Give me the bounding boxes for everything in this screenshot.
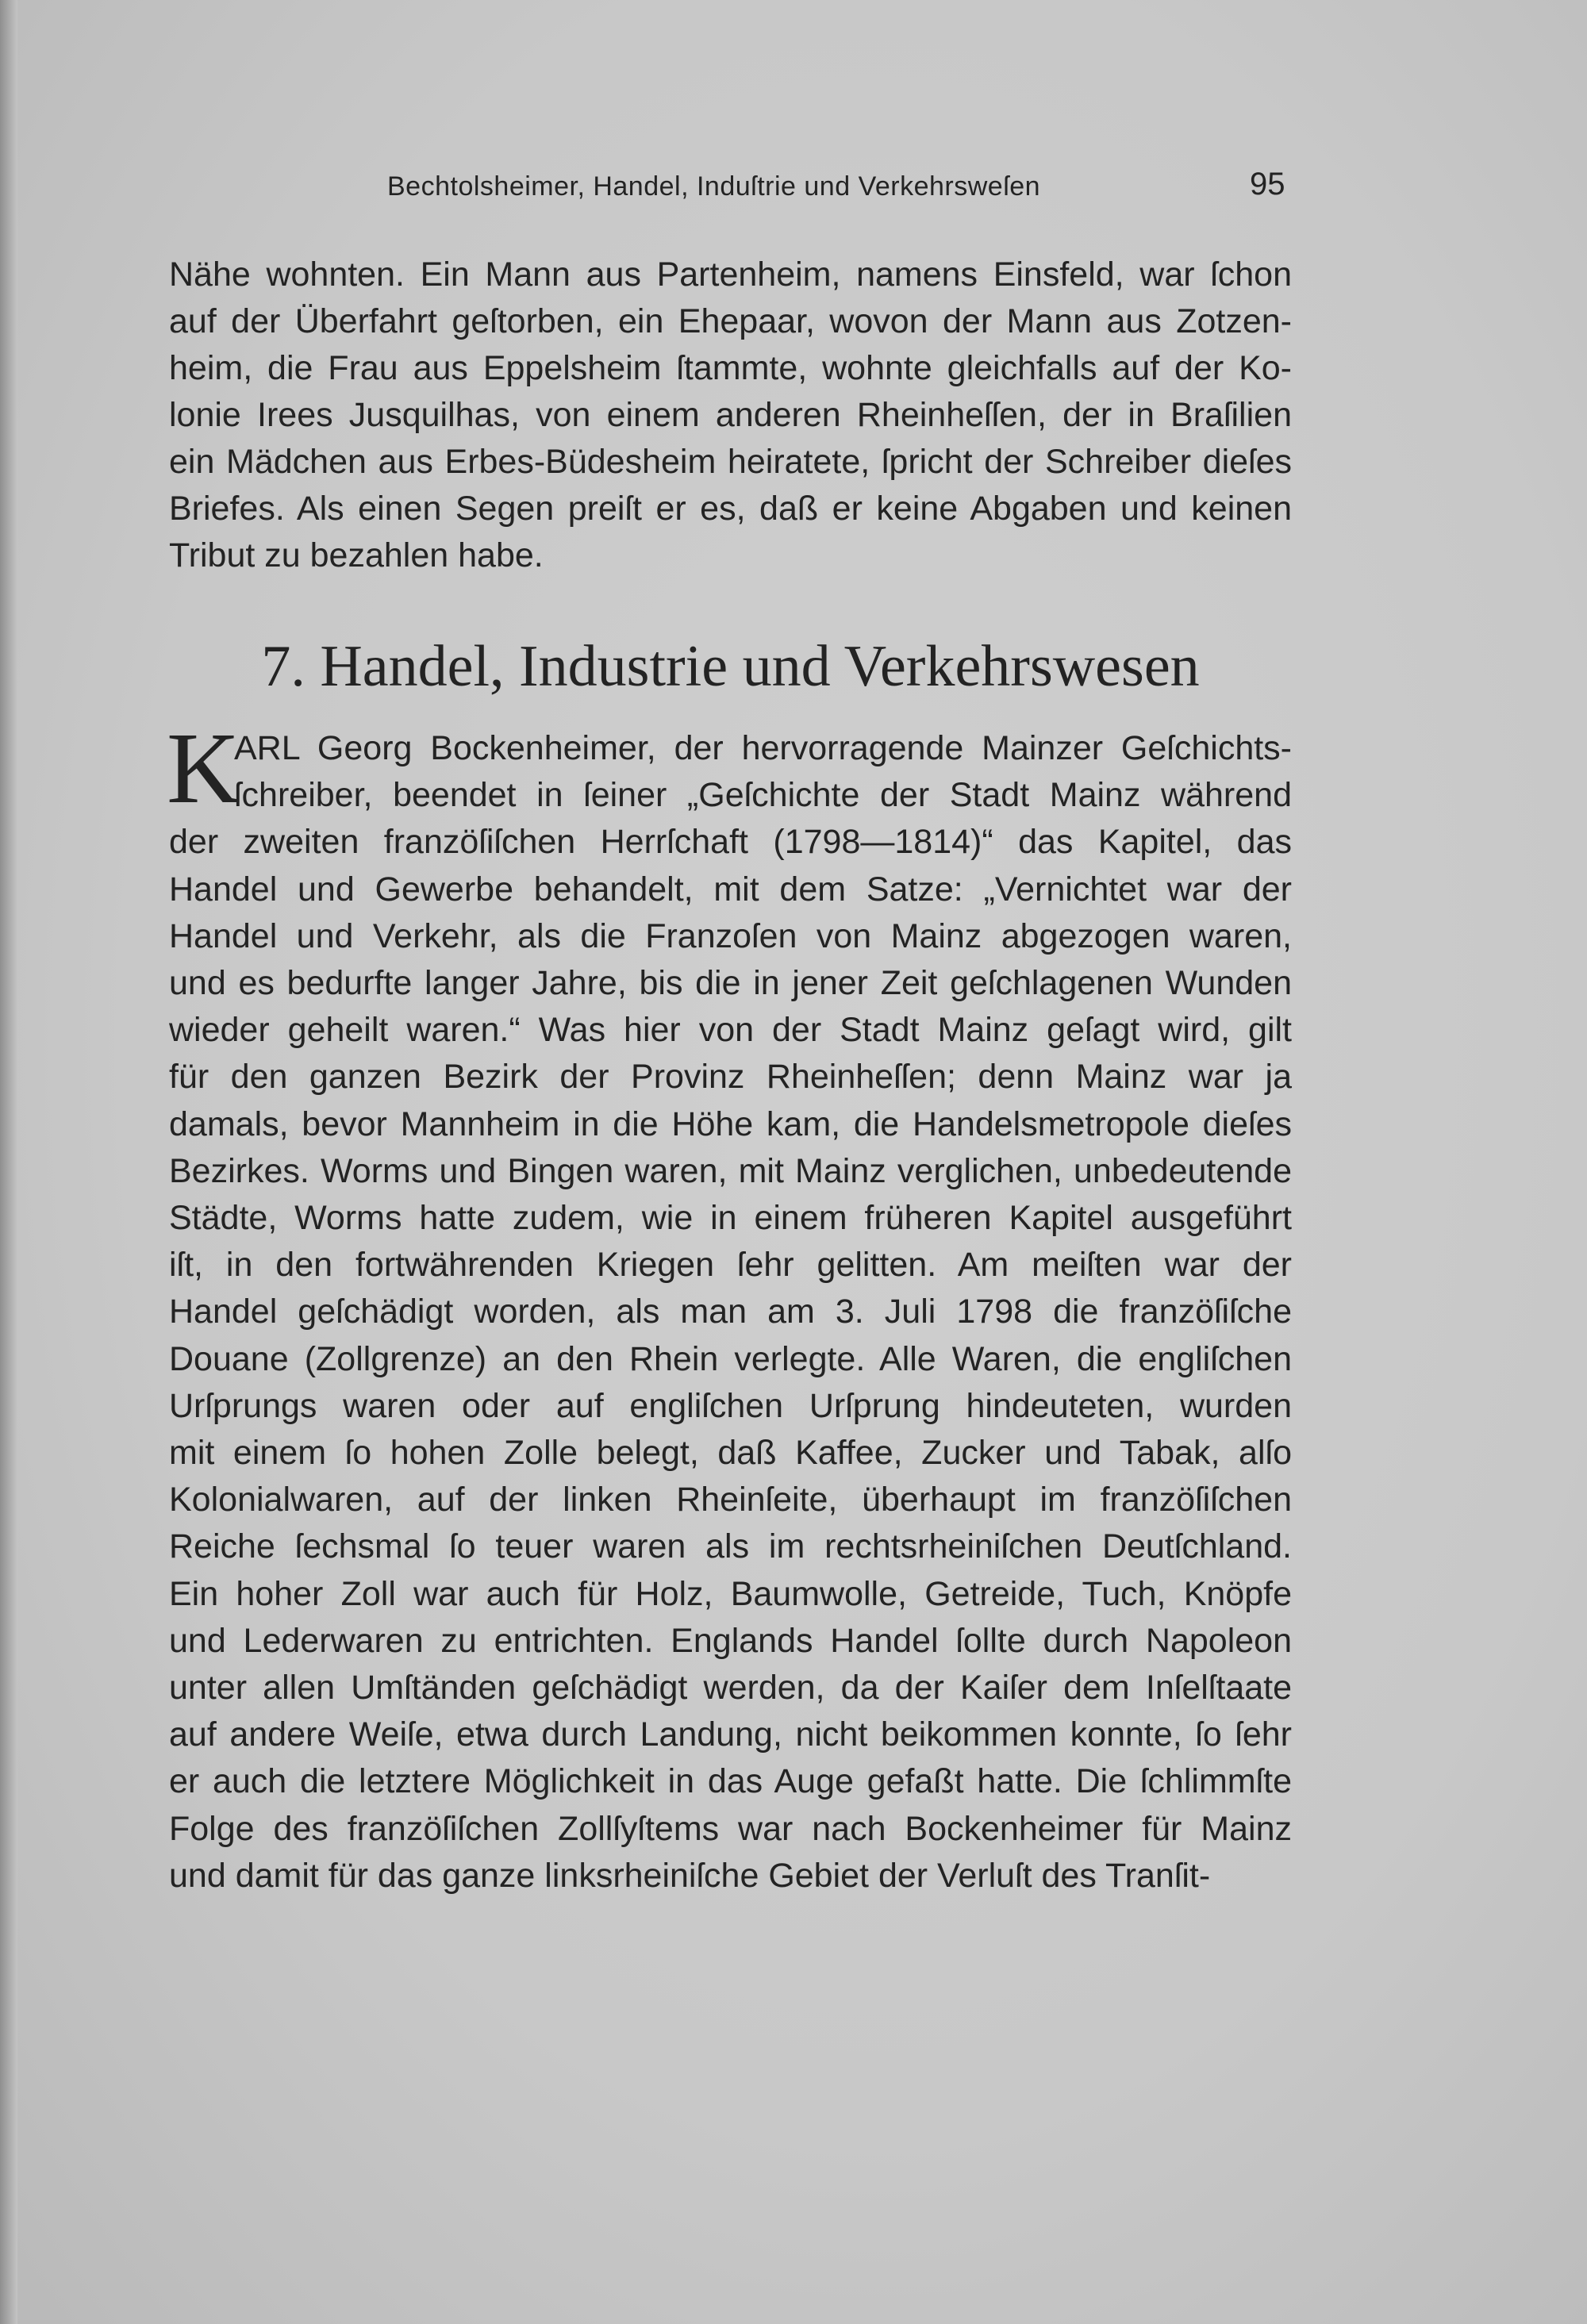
text-line: Douane (Zollgrenze) an den Rhein verlegte. Alle Waren, die engliſchen: [169, 1339, 1292, 1378]
text-line: Briefes. Als einen Segen preiſt er es, daß er keine Abgaben und keinen: [169, 490, 1292, 528]
text-line: Handel und Verkehr, als die Franzoſen von Mainz abgezogen waren,: [169, 916, 1292, 955]
text-line: er auch die letztere Möglichkeit in das Auge gefaßt hatte. Die ſchlimmſte: [169, 1762, 1292, 1801]
text-line: Bezirkes. Worms und Bingen waren, mit Mainz verglichen, unbedeutende: [169, 1151, 1292, 1190]
text-line: damals, bevor Mannheim in die Höhe kam, die Handelsmetropole dieſes: [169, 1104, 1292, 1143]
text-line: Kolonialwaren, auf der linken Rheinſeite, überhaupt im franzöſiſchen: [169, 1481, 1292, 1519]
text-line: Ein hoher Zoll war auch für Holz, Baumwolle, Getreide, Tuch, Knöpfe: [169, 1574, 1292, 1613]
text-line: Tribut zu bezahlen habe.: [169, 536, 544, 574]
section-heading: 7. Handel, Industrie und Verkehrswesen: [261, 634, 1200, 699]
text-line: Reiche ſechsmal ſo teuer waren als im rechtsrheiniſchen Deutſchland.: [169, 1527, 1292, 1566]
text-line: ſchreiber, beendet in ſeiner „Geſchichte der Stadt Mainz während: [234, 776, 1292, 815]
text-line: und es bedurfte langer Jahre, bis die in jener Zeit geſchlagenen Wunden: [169, 964, 1292, 1002]
text-line: auf der Überfahrt geſtorben, ein Ehepaar, wovon der Mann aus Zotzen-: [169, 302, 1292, 340]
page-number: 95: [1250, 167, 1285, 202]
text-line: und damit für das ganze linksrheiniſche Gebiet der Verluſt des Tranſit-: [169, 1856, 1211, 1895]
text-line: mit einem ſo hohen Zolle belegt, daß Kaffee, Zucker und Tabak, alſo: [169, 1434, 1292, 1472]
text-line: Städte, Worms hatte zudem, wie in einem früheren Kapitel ausgeführt: [169, 1199, 1292, 1237]
text-line: Folge des franzöſiſchen Zollſyſtems war nach Bockenheimer für Mainz: [169, 1809, 1292, 1848]
page-edge-shadow: [0, 0, 17, 2324]
text-line: unter allen Umſtänden geſchädigt werden, da der Kaiſer dem Inſelſtaate: [169, 1669, 1292, 1707]
text-line: und Lederwaren zu entrichten. Englands Handel ſollte durch Napoleon: [169, 1621, 1292, 1660]
drop-cap: K: [167, 712, 240, 824]
text-line: Urſprungs waren oder auf engliſchen Urſprung hindeuteten, wurden: [169, 1386, 1292, 1425]
running-head: Bechtolsheimer, Handel, Induſtrie und Verkehrsweſen: [387, 171, 1041, 202]
text-line: Nähe wohnten. Ein Mann aus Partenheim, namens Einsfeld, war ſchon: [169, 255, 1292, 294]
text-line: heim, die Frau aus Eppelsheim ſtammte, wohnte gleichfalls auf der Ko-: [169, 349, 1292, 387]
text-line: der zweiten franzöſiſchen Herrſchaft (1798—1814)“ das Kapitel, das: [169, 823, 1292, 862]
text-line: Handel geſchädigt worden, als man am 3. Juli 1798 die franzöſiſche: [169, 1293, 1292, 1331]
text-line: wieder geheilt waren.“ Was hier von der Stadt Mainz geſagt wird, gilt: [169, 1011, 1292, 1050]
text-line: iſt, in den fortwährenden Kriegen ſehr gelitten. Am meiſten war der: [169, 1246, 1292, 1285]
text-line: ARL Georg Bockenheimer, der hervorragende Mainzer Geſchichts-: [234, 729, 1292, 767]
text-line: lonie Irees Jusquilhas, von einem anderen Rheinheſſen, der in Braſilien: [169, 396, 1292, 434]
text-line: für den ganzen Bezirk der Provinz Rheinheſſen; denn Mainz war ja: [169, 1058, 1292, 1097]
text-line: auf andere Weiſe, etwa durch Landung, nicht beikommen konnte, ſo ſehr: [169, 1715, 1292, 1754]
text-line: Handel und Gewerbe behandelt, mit dem Satze: „Vernichtet war der: [169, 870, 1292, 908]
text-line: ein Mädchen aus Erbes-Büdesheim heiratete, ſpricht der Schreiber dieſes: [169, 443, 1292, 481]
